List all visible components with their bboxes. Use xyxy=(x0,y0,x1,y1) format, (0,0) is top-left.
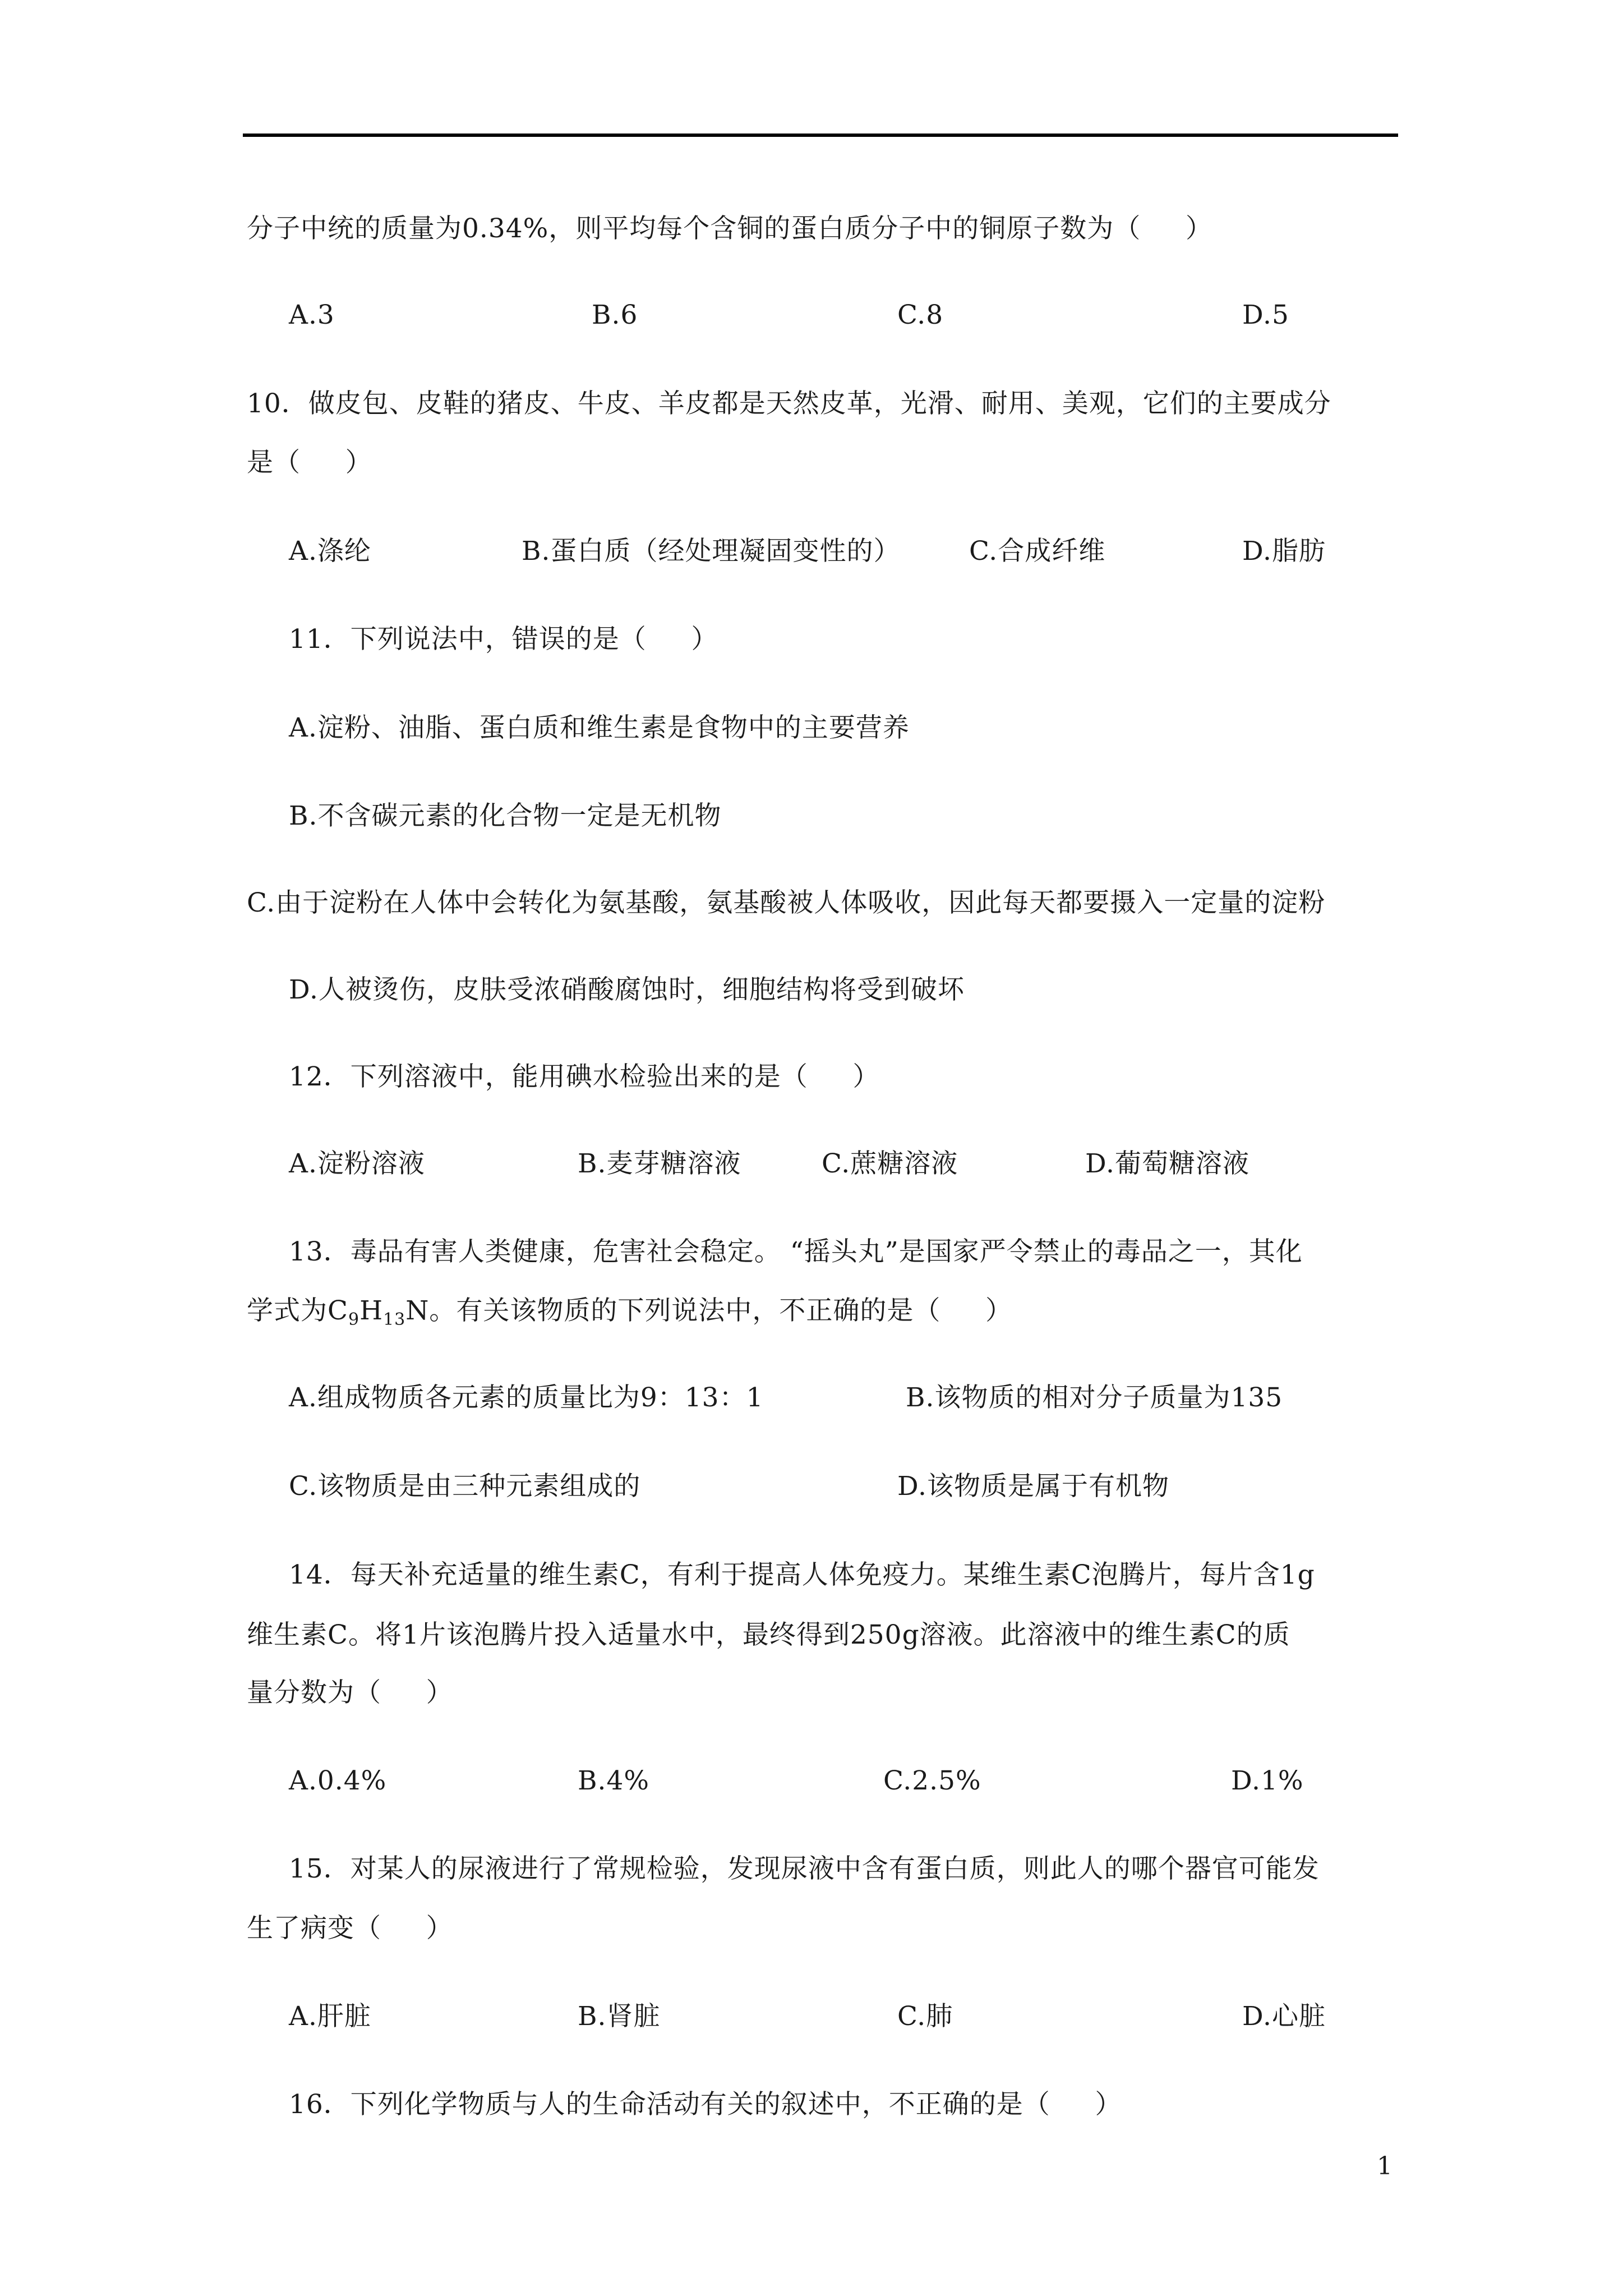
question-14-line-2: 维生素C。将1片该泡腾片投入适量水中，最终得到250g溶液。此溶液中的维生素C的质 xyxy=(247,1619,1290,1650)
q10-option-b: B.蛋白质（经处理凝固变性的） xyxy=(522,536,901,567)
question-14: 14．每天补充适量的维生素C，有利于提高人体免疫力。某维生素C泡腾片，每片含1g xyxy=(289,1559,1315,1590)
formula-h: H xyxy=(359,1295,384,1326)
q11-option-b: B.不含碳元素的化合物一定是无机物 xyxy=(289,800,722,831)
q12-option-a: A.淀粉溶液 xyxy=(289,1148,425,1179)
page-number: 1 xyxy=(1377,2152,1393,2180)
q9-option-b: B.6 xyxy=(592,300,638,330)
question-10-line-2: 是（ ） xyxy=(247,447,372,478)
q15-option-b: B.肾脏 xyxy=(578,2001,661,2032)
q14-option-b: B.4% xyxy=(578,1765,650,1796)
question-15: 15．对某人的尿液进行了常规检验，发现尿液中含有蛋白质，则此人的哪个器官可能发 xyxy=(289,1853,1320,1884)
q13-option-b: B.该物质的相对分子质量为135 xyxy=(906,1382,1283,1413)
question-14-line-3: 量分数为（ ） xyxy=(247,1677,453,1708)
q14-option-d: D.1% xyxy=(1231,1765,1304,1796)
question-15-line-2: 生了病变（ ） xyxy=(247,1913,453,1944)
formula-suffix: N。有关该物质的下列说法中，不正确的是（ ） xyxy=(405,1295,1013,1326)
header-rule xyxy=(243,134,1398,137)
q10-option-c: C.合成纤维 xyxy=(969,536,1106,567)
question-11: 11．下列说法中，错误的是（ ） xyxy=(289,624,718,655)
q9-option-d: D.5 xyxy=(1242,300,1289,330)
question-9-continuation: 分子中统的质量为0.34%，则平均每个含铜的蛋白质分子中的铜原子数为（ ） xyxy=(247,213,1213,244)
q12-option-c: C.蔗糖溶液 xyxy=(822,1148,958,1179)
q14-option-c: C.2.5% xyxy=(883,1765,981,1796)
q13-option-a: A.组成物质各元素的质量比为9：13：1 xyxy=(289,1382,764,1413)
question-16: 16．下列化学物质与人的生命活动有关的叙述中，不正确的是（ ） xyxy=(289,2089,1122,2120)
formula-prefix: 学式为C xyxy=(247,1295,348,1326)
q9-option-c: C.8 xyxy=(897,300,944,330)
q13-option-d: D.该物质是属于有机物 xyxy=(897,1471,1169,1502)
question-10: 10．做皮包、皮鞋的猪皮、牛皮、羊皮都是天然皮革，光滑、耐用、美观，它们的主要成分 xyxy=(247,388,1331,419)
q10-option-a: A.涤纶 xyxy=(289,536,371,567)
q15-option-a: A.肝脏 xyxy=(289,2001,371,2032)
q11-option-c: C.由于淀粉在人体中会转化为氨基酸，氨基酸被人体吸收，因此每天都要摄入一定量的淀粉 xyxy=(247,887,1326,918)
q13-option-c: C.该物质是由三种元素组成的 xyxy=(289,1471,641,1502)
q15-option-d: D.心脏 xyxy=(1242,2001,1326,2032)
q12-option-d: D.葡萄糖溶液 xyxy=(1085,1148,1249,1179)
formula-subscript-13: 13 xyxy=(383,1310,406,1329)
q10-option-d: D.脂肪 xyxy=(1242,536,1326,567)
question-13-line-2 xyxy=(247,1294,1012,1337)
formula-subscript-9: 9 xyxy=(348,1310,360,1329)
question-13: 13．毒品有害人类健康，危害社会稳定。 “摇头丸”是国家严令禁止的毒品之一，其化 xyxy=(289,1236,1303,1267)
q15-option-c: C.肺 xyxy=(897,2001,953,2032)
q14-option-a: A.0.4% xyxy=(289,1765,387,1796)
q9-option-a: A.3 xyxy=(289,300,335,330)
q11-option-d: D.人被烫伤，皮肤受浓硝酸腐蚀时，细胞结构将受到破坏 xyxy=(289,974,965,1005)
q11-option-a: A.淀粉、油脂、蛋白质和维生素是食物中的主要营养 xyxy=(289,712,910,743)
question-12: 12．下列溶液中，能用碘水检验出来的是（ ） xyxy=(289,1061,880,1092)
q12-option-b: B.麦芽糖溶液 xyxy=(578,1148,741,1179)
